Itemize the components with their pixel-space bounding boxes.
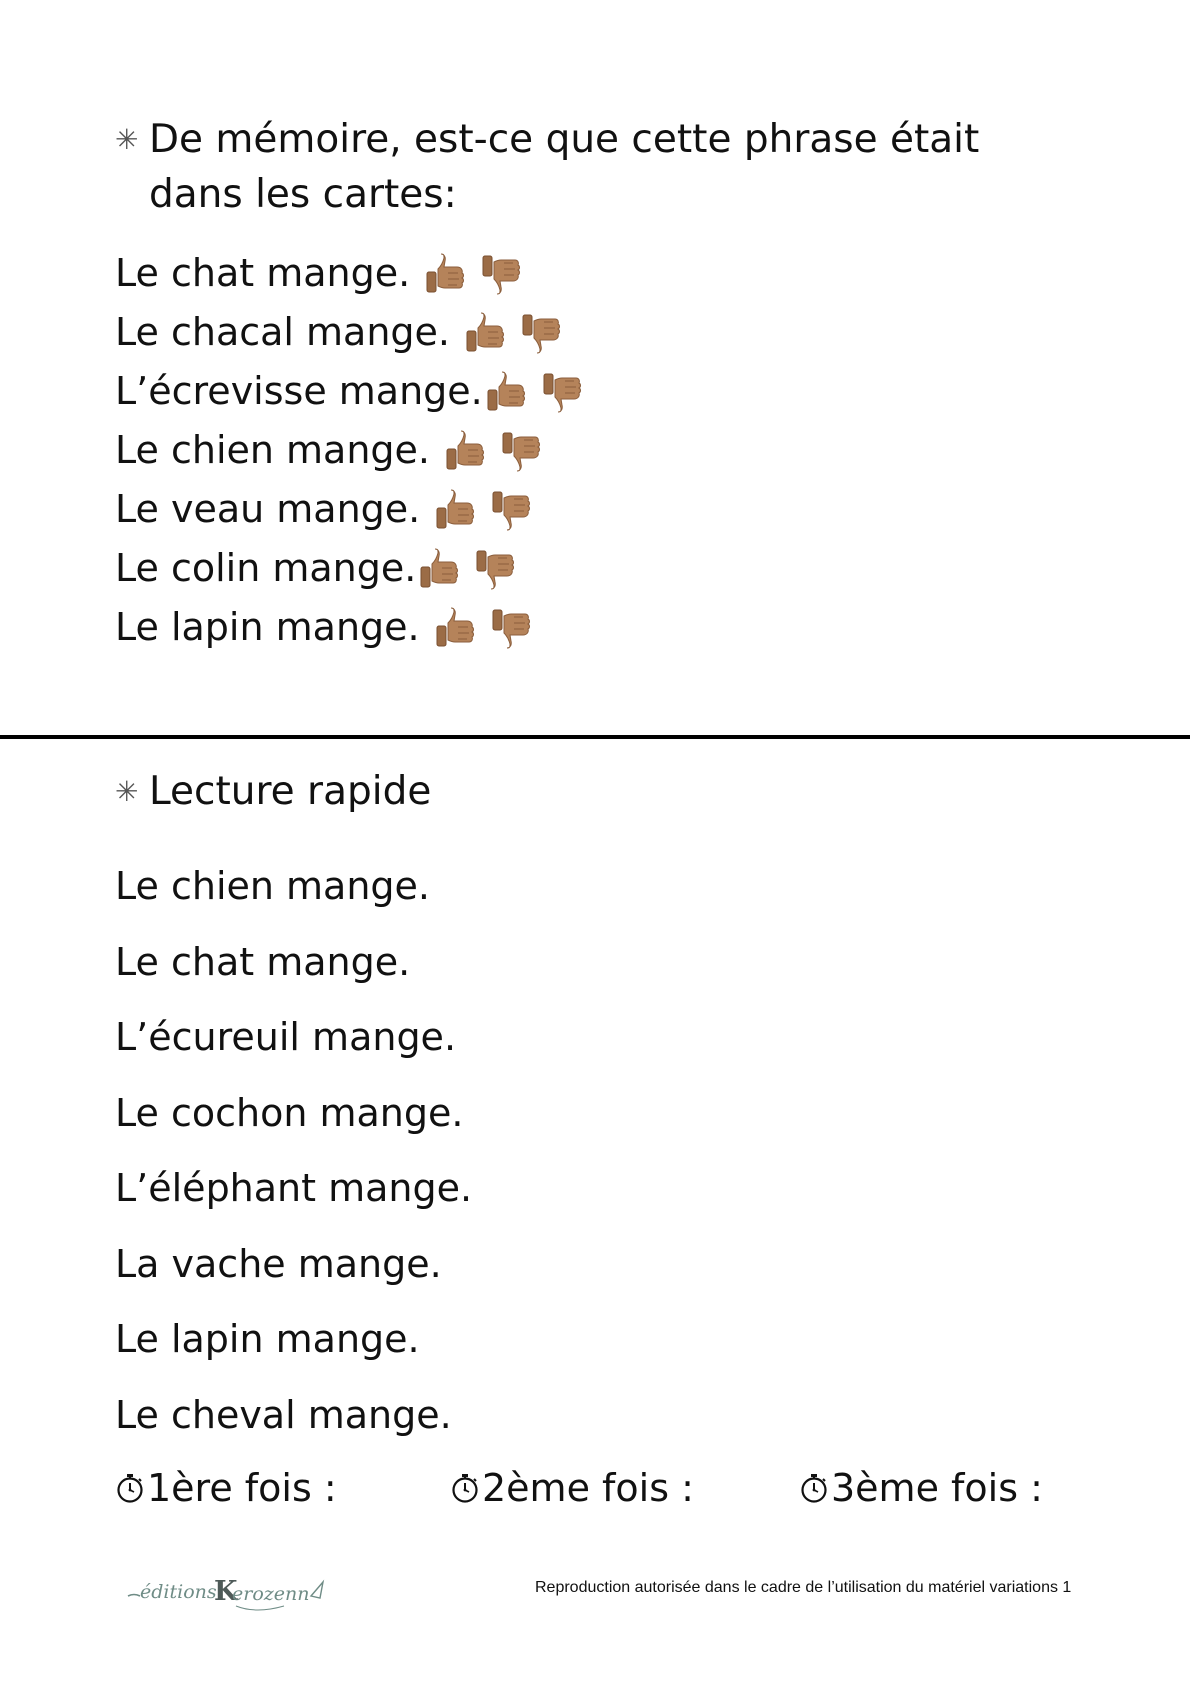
thumbs-up-icon[interactable] bbox=[444, 428, 486, 474]
kerozenn-logo bbox=[126, 1572, 336, 1620]
memory-sentence-text: L’écrevisse mange. bbox=[115, 369, 483, 413]
section-divider bbox=[0, 735, 1190, 739]
memory-sentence-text: Le lapin mange. bbox=[115, 605, 420, 649]
memory-sentence-row bbox=[115, 303, 815, 362]
memory-sentence-row bbox=[115, 244, 815, 303]
thumbs-down-icon[interactable] bbox=[520, 310, 562, 356]
asterisk-bullet-icon: ✳ bbox=[115, 775, 139, 808]
thumbs-down-icon[interactable] bbox=[474, 546, 516, 592]
thumbs-group bbox=[434, 605, 532, 651]
thumbs-down-icon[interactable] bbox=[490, 605, 532, 651]
fast-reading-sentence: Le cheval mange. bbox=[115, 1392, 452, 1437]
timer-label: 3ème fois : bbox=[831, 1466, 1043, 1510]
timer-second bbox=[450, 1458, 694, 1518]
thumbs-group bbox=[424, 251, 522, 297]
reproduction-note: Reproduction autorisée dans le cadre de l’utilisation du matériel variations 1 bbox=[535, 1579, 1072, 1596]
memory-sentence-text: Le veau mange. bbox=[115, 487, 421, 531]
stopwatch-icon bbox=[450, 1472, 480, 1504]
thumbs-up-icon[interactable] bbox=[434, 487, 476, 533]
fast-reading-sentence: Le lapin mange. bbox=[115, 1317, 420, 1361]
fast-reading-sentence: Le cochon mange. bbox=[115, 1090, 464, 1135]
thumbs-down-icon[interactable] bbox=[490, 487, 532, 533]
stopwatch-icon bbox=[799, 1472, 829, 1504]
thumbs-group bbox=[444, 428, 542, 474]
memory-question-text: De mémoire, est-ce que cette phrase était dans les cartes: bbox=[149, 117, 980, 217]
memory-sentence-list bbox=[115, 244, 815, 657]
memory-sentence-row bbox=[115, 539, 815, 598]
fast-reading-title: Lecture rapide bbox=[149, 769, 432, 814]
thumbs-up-icon[interactable] bbox=[485, 369, 527, 415]
timer-label: 2ème fois : bbox=[482, 1466, 694, 1510]
memory-sentence-text: Le chien mange. bbox=[115, 428, 431, 472]
thumbs-down-icon[interactable] bbox=[480, 251, 522, 297]
fast-reading-list bbox=[115, 849, 815, 1453]
thumbs-up-icon[interactable] bbox=[418, 546, 460, 592]
thumbs-group bbox=[434, 487, 532, 533]
svg-text:K: K bbox=[214, 1576, 238, 1607]
fast-reading-heading bbox=[115, 764, 431, 819]
fast-reading-sentence: La vache mange. bbox=[115, 1241, 442, 1286]
memory-sentence-text: Le colin mange. bbox=[115, 546, 417, 590]
memory-sentence-row bbox=[115, 598, 815, 657]
fast-reading-sentence: L’éléphant mange. bbox=[115, 1166, 473, 1210]
timer-third bbox=[799, 1458, 1043, 1518]
thumbs-up-icon[interactable] bbox=[464, 310, 506, 356]
timer-label: 1ère fois : bbox=[147, 1466, 337, 1510]
thumbs-down-icon[interactable] bbox=[500, 428, 542, 474]
memory-question bbox=[115, 112, 1075, 222]
thumbs-down-icon[interactable] bbox=[541, 369, 583, 415]
svg-text:éditions: éditions bbox=[140, 1581, 217, 1603]
timer-row bbox=[115, 1458, 1115, 1518]
svg-text:erozenn: erozenn bbox=[232, 1583, 310, 1605]
memory-sentence-row bbox=[115, 362, 815, 421]
memory-sentence-text: Le chat mange. bbox=[115, 251, 411, 295]
asterisk-bullet-icon: ✳ bbox=[115, 123, 139, 156]
thumbs-group bbox=[464, 310, 562, 356]
thumbs-group bbox=[485, 369, 583, 415]
thumbs-up-icon[interactable] bbox=[434, 605, 476, 651]
memory-sentence-row bbox=[115, 480, 815, 539]
thumbs-group bbox=[418, 546, 516, 592]
stopwatch-icon bbox=[115, 1472, 145, 1504]
memory-sentence-text: Le chacal mange. bbox=[115, 310, 451, 354]
timer-first bbox=[115, 1458, 337, 1518]
thumbs-up-icon[interactable] bbox=[424, 251, 466, 297]
memory-sentence-row bbox=[115, 421, 815, 480]
fast-reading-sentence: Le chien mange. bbox=[115, 864, 431, 908]
fast-reading-sentence: Le chat mange. bbox=[115, 939, 411, 984]
fast-reading-sentence: L’écureuil mange. bbox=[115, 1015, 457, 1059]
